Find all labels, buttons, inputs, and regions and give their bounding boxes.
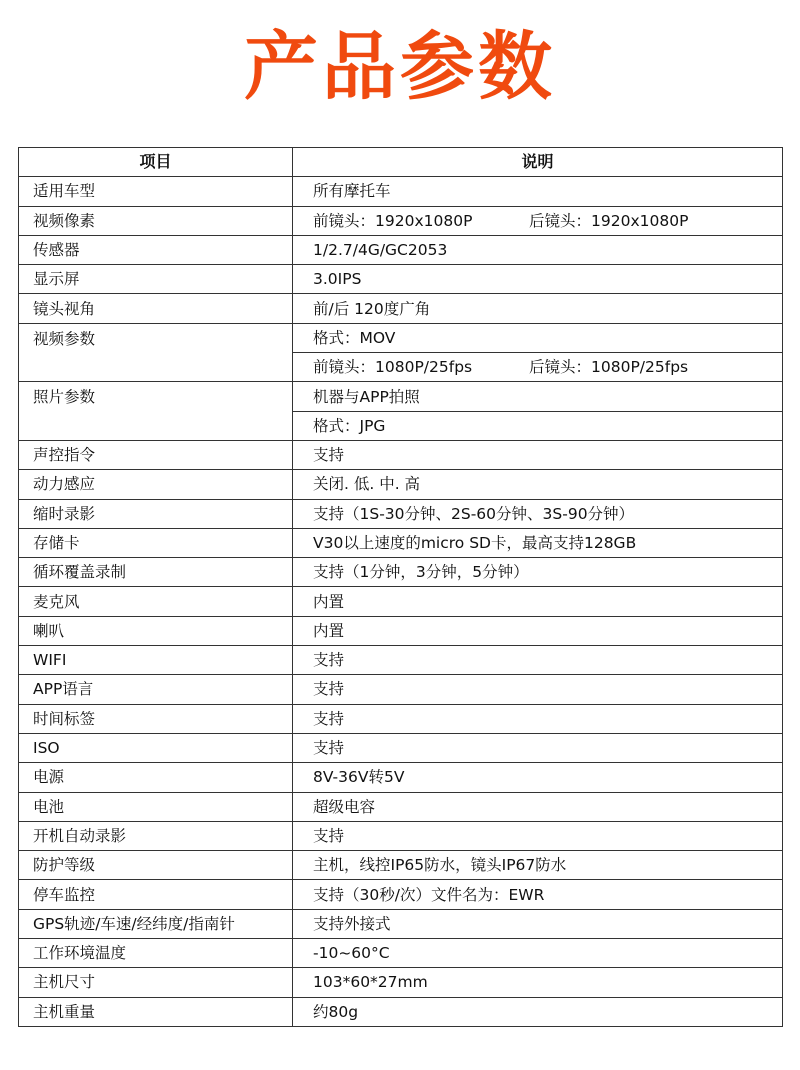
table-row <box>19 763 783 792</box>
table-header-row <box>19 148 783 177</box>
row-value: 支持 <box>293 440 783 469</box>
row-name: 主机尺寸 <box>19 968 293 997</box>
row-value: 关闭. 低. 中. 高 <box>293 470 783 499</box>
table-row <box>19 821 783 850</box>
row-name: 主机重量 <box>19 997 293 1026</box>
table-row <box>19 646 783 675</box>
row-value: 支持外接式 <box>293 909 783 938</box>
row-name: 动力感应 <box>19 470 293 499</box>
table-row <box>19 440 783 469</box>
row-name: 停车监控 <box>19 880 293 909</box>
table-row <box>19 909 783 938</box>
table-row <box>19 704 783 733</box>
table-row <box>19 470 783 499</box>
table-row <box>19 851 783 880</box>
row-name: 存储卡 <box>19 528 293 557</box>
row-name: 工作环境温度 <box>19 939 293 968</box>
table-row <box>19 968 783 997</box>
table-row <box>19 733 783 762</box>
row-name: 麦克风 <box>19 587 293 616</box>
table-row <box>19 323 783 352</box>
row-name: 喇叭 <box>19 616 293 645</box>
table-row <box>19 294 783 323</box>
table-row <box>19 997 783 1026</box>
row-value: 支持（1S-30分钟、2S-60分钟、3S-90分钟） <box>293 499 783 528</box>
row-value: 主机，线控IP65防水，镜头IP67防水 <box>293 851 783 880</box>
header-desc: 说明 <box>293 148 783 177</box>
table-row <box>19 939 783 968</box>
row-value <box>293 353 783 382</box>
row-name: 显示屏 <box>19 265 293 294</box>
table-row <box>19 528 783 557</box>
front-lens-value: 前镜头：1920x1080P <box>313 211 473 230</box>
table-row <box>19 265 783 294</box>
table-row <box>19 587 783 616</box>
row-name: 视频像素 <box>19 206 293 235</box>
page-title: 产品参数 <box>244 24 556 110</box>
table-row <box>19 235 783 264</box>
row-name: 防护等级 <box>19 851 293 880</box>
row-value: 支持（30秒/次）文件名为：EWR <box>293 880 783 909</box>
front-lens-value: 前镜头：1080P/25fps <box>313 358 473 377</box>
row-value: 机器与APP拍照 <box>293 382 783 411</box>
row-name: 开机自动录影 <box>19 821 293 850</box>
row-value: 1/2.7/4G/GC2053 <box>293 235 783 264</box>
row-value: 所有摩托车 <box>293 177 783 206</box>
table-row <box>19 616 783 645</box>
rear-lens-value: 后镜头：1080P/25fps <box>529 358 689 377</box>
row-value: 格式：JPG <box>293 411 783 440</box>
table-row <box>19 792 783 821</box>
table-row <box>19 382 783 411</box>
row-value: 支持 <box>293 646 783 675</box>
rear-lens-value: 后镜头：1920x1080P <box>529 211 689 230</box>
row-name: 照片参数 <box>19 382 293 441</box>
row-value <box>293 206 783 235</box>
row-value: V30以上速度的micro SD卡，最高支持128GB <box>293 528 783 557</box>
row-value: 103*60*27mm <box>293 968 783 997</box>
row-value: -10~60°C <box>293 939 783 968</box>
row-name: ISO <box>19 733 293 762</box>
header-item: 项目 <box>19 148 293 177</box>
row-name: 循环覆盖录制 <box>19 558 293 587</box>
table-row <box>19 177 783 206</box>
row-name: 声控指令 <box>19 440 293 469</box>
row-name: 传感器 <box>19 235 293 264</box>
row-name: 电源 <box>19 763 293 792</box>
row-value: 内置 <box>293 587 783 616</box>
row-name: 时间标签 <box>19 704 293 733</box>
row-name: 缩时录影 <box>19 499 293 528</box>
row-name: 镜头视角 <box>19 294 293 323</box>
table-row <box>19 675 783 704</box>
table-row <box>19 558 783 587</box>
row-value: 约80g <box>293 997 783 1026</box>
table-row <box>19 499 783 528</box>
row-name: 电池 <box>19 792 293 821</box>
table-row <box>19 206 783 235</box>
title-area <box>0 0 800 146</box>
row-name: APP语言 <box>19 675 293 704</box>
row-value: 支持 <box>293 675 783 704</box>
row-name: WIFI <box>19 646 293 675</box>
row-value: 支持（1分钟，3分钟，5分钟） <box>293 558 783 587</box>
row-name: 适用车型 <box>19 177 293 206</box>
row-name: GPS轨迹/车速/经纬度/指南针 <box>19 909 293 938</box>
row-value: 格式：MOV <box>293 323 783 352</box>
table-row <box>19 880 783 909</box>
row-name: 视频参数 <box>19 323 293 382</box>
row-value: 8V-36V转5V <box>293 763 783 792</box>
row-value: 超级电容 <box>293 792 783 821</box>
row-value: 支持 <box>293 704 783 733</box>
spec-table <box>18 147 783 1027</box>
row-value: 前/后 120度广角 <box>293 294 783 323</box>
row-value: 内置 <box>293 616 783 645</box>
row-value: 3.0IPS <box>293 265 783 294</box>
row-value: 支持 <box>293 821 783 850</box>
row-value: 支持 <box>293 733 783 762</box>
